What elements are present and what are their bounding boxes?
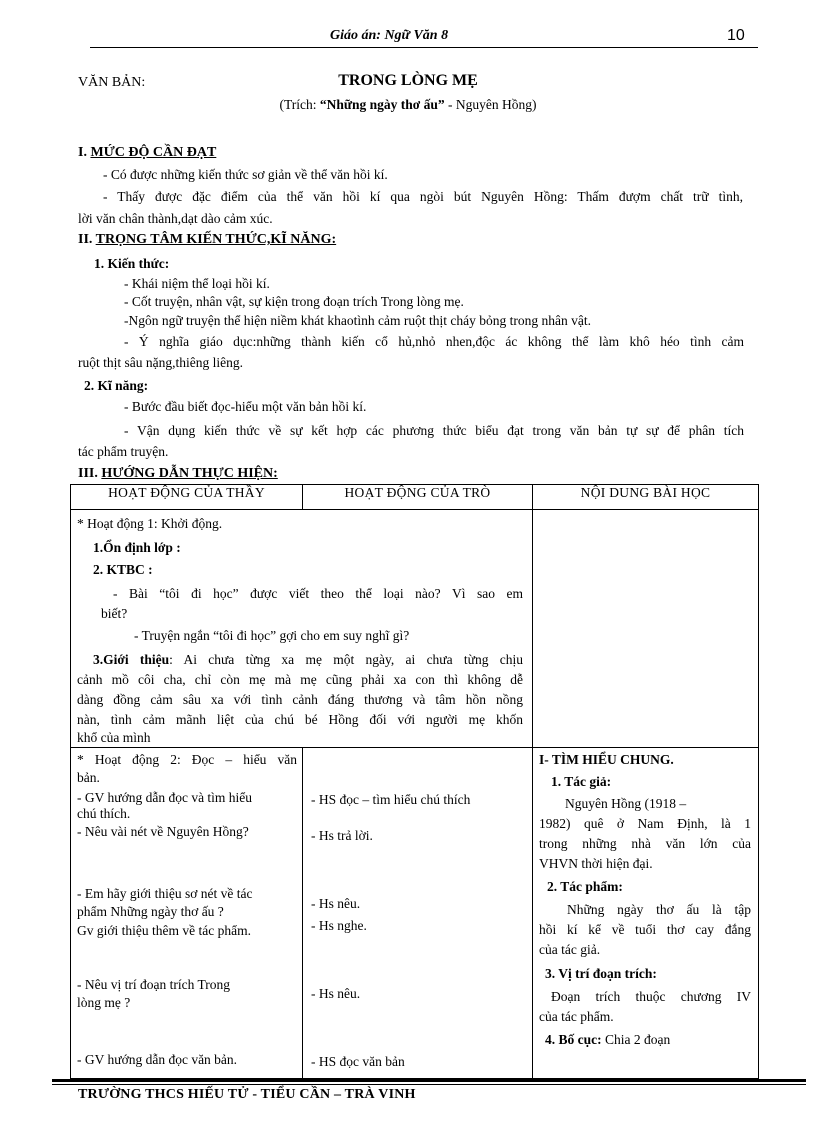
teacher-step: - GV hướng dẫn đọc văn bản. [77, 1052, 238, 1067]
section-1-heading [78, 145, 216, 161]
column-header-content: NỘI DUNG BÀI HỌC [533, 485, 759, 510]
warmup-content-cell [533, 510, 759, 748]
teacher-step: - Nêu vài nét về Nguyên Hồng? [77, 824, 249, 839]
column-header-teacher: HOẠT ĐỘNG CỦA THẦY [71, 485, 303, 510]
student-activity-cell [303, 748, 533, 1079]
teacher-step: lòng mẹ ? [77, 995, 131, 1010]
footer-rule-thick [52, 1079, 806, 1082]
student-step: - Hs nêu. [311, 896, 361, 911]
section-1-line: - Thấy được đặc điểm của thể văn hồi kí qua ngòi bút Nguyên Hồng: Thấm đượm chất trữ tình, [103, 189, 743, 204]
teacher-step: Gv giới thiệu thêm về tác phẩm. [77, 923, 251, 938]
section-2-heading [78, 232, 336, 248]
section-1-line: - Có được những kiến thức sơ giản về thể văn hồi kí. [103, 167, 388, 182]
teacher-step: phẩm Những ngày thơ ấu ? [77, 904, 224, 919]
teacher-activity-cell [71, 748, 303, 1079]
subtitle-prefix: (Trích: [279, 97, 317, 112]
table-row [71, 510, 759, 748]
section-3-title: HƯỚNG DẪN THỰC HIỆN: [101, 466, 278, 481]
layout-heading: 4. Bố cục: [545, 1032, 602, 1047]
author-text: Nguyên Hồng (1918 – [565, 796, 687, 811]
review-label: 2. KTBC : [93, 562, 153, 577]
review-question: - Bài “tôi đi học” được viết theo thể loại nào? Vì sao em [113, 586, 523, 601]
introduction-text: : Ai chưa từng xa mẹ một ngày, ai chưa từng chịu [169, 652, 523, 667]
teacher-step: - GV hướng dẫn đọc và tìm hiểu [77, 790, 253, 805]
layout-line [545, 1032, 670, 1048]
activity-2-label: * Hoạt động 2: Đọc – hiểu văn [77, 752, 297, 767]
section-3-number: III. [78, 466, 98, 481]
knowledge-line: ruột thịt sâu nặng,thiêng liêng. [78, 355, 243, 370]
skills-line: - Bước đầu biết đọc-hiểu một văn bản hồi kí. [124, 399, 367, 414]
introduction-line: khổ của mình [77, 730, 151, 745]
content-heading: I- TÌM HIỂU CHUNG. [539, 752, 674, 767]
introduction-line: dàng đồng cảm sâu xa với tình cảnh đáng thương và tâm hồn nồng [77, 692, 523, 707]
section-2-title: TRỌNG TÂM KIẾN THỨC,KĨ NĂNG: [95, 232, 337, 247]
introduction-line: nàn, tình cảm mãnh liệt của chú bé Hồng đối với người mẹ khốn [77, 712, 523, 727]
teacher-step: - Em hãy giới thiệu sơ nét về tác [77, 886, 253, 901]
lesson-title: TRONG LÒNG MẸ [338, 72, 478, 89]
lesson-content-cell [533, 748, 759, 1079]
activity-1-label: * Hoạt động 1: Khởi động. [77, 516, 223, 531]
author-text: VHVN thời hiện đại. [539, 856, 653, 871]
introduction-label: 3.Giới thiệu [93, 652, 170, 667]
skills-line: - Vận dụng kiến thức về sự kết hợp các phương thức biểu đạt trong văn bản tự sự để phân tích [124, 423, 744, 438]
table-row [71, 748, 759, 1079]
student-step: - Hs nêu. [311, 986, 361, 1001]
work-text: Những ngày thơ ấu là tập [567, 902, 751, 917]
skills-heading: 2. Kĩ năng: [84, 378, 149, 393]
section-1-title: MỨC ĐỘ CẦN ĐẠT [90, 145, 217, 160]
knowledge-line: - Cốt truyện, nhân vật, sự kiện trong đoạn trích Trong lòng mẹ. [124, 294, 464, 309]
section-1-number: I. [78, 145, 87, 160]
student-step: - HS đọc văn bản [311, 1054, 405, 1069]
student-step: - HS đọc – tìm hiểu chú thích [311, 792, 471, 807]
layout-text: Chia 2 đoạn [605, 1032, 671, 1047]
lesson-subtitle [0, 97, 816, 113]
work-heading: 2. Tác phẩm: [547, 879, 623, 894]
excerpt-position-heading: 3. Vị trí đoạn trích: [545, 966, 657, 981]
activity-2-label: bản. [77, 770, 100, 785]
section-2-number: II. [78, 232, 93, 247]
student-step: - Hs trả lời. [311, 828, 373, 843]
lesson-activity-table [70, 484, 759, 1079]
header-title: Giáo án: Ngữ Văn 8 [330, 28, 449, 43]
footer-rule-thin [52, 1084, 806, 1085]
author-text: 1982) quê ở Nam Định, là 1 [539, 816, 751, 831]
knowledge-line: -Ngôn ngữ truyện thể hiện niềm khát khaotình cảm ruột thịt cháy bỏng trong nhân vật. [124, 313, 591, 328]
author-heading: 1. Tác giả: [551, 774, 612, 789]
knowledge-line: - Ý nghĩa giáo dục:những thành kiến cổ hủ,nhỏ nhen,độc ác không thể làm khô héo tình cảm [124, 334, 744, 349]
excerpt-position-text: Đoạn trích thuộc chương IV [551, 989, 751, 1004]
column-header-student: HOẠT ĐỘNG CỦA TRÒ [303, 485, 533, 510]
knowledge-heading: 1. Kiến thức: [94, 256, 170, 271]
warmup-cell [71, 510, 533, 748]
introduction-line: cảnh mồ côi cha, chỉ còn mẹ mà mẹ cũng phải xa con thì không dễ [77, 672, 523, 687]
skills-line: tác phẩm truyện. [78, 444, 169, 459]
table-header-row [71, 485, 759, 510]
teacher-step: chú thích. [77, 806, 131, 821]
class-check-label: 1.Ổn định lớp : [93, 540, 181, 555]
subtitle-work: “Những ngày thơ ấu” [319, 97, 445, 112]
page-number: 10 [727, 27, 745, 44]
header-rule [90, 47, 758, 48]
work-text: của tác giả. [539, 942, 601, 957]
review-question: - Truyện ngắn “tôi đi học” gợi cho em suy nghĩ gì? [134, 628, 410, 643]
lesson-label: VĂN BẢN: [78, 75, 146, 90]
introduction-line [93, 652, 523, 668]
excerpt-position-text: của tác phẩm. [539, 1009, 614, 1024]
student-step: - Hs nghe. [311, 918, 367, 933]
knowledge-line: - Khái niệm thể loại hồi kí. [124, 276, 270, 291]
section-1-line: lời văn chân thành,dạt dào cảm xúc. [78, 211, 273, 226]
review-question: biết? [101, 606, 128, 621]
subtitle-author: - Nguyên Hồng) [448, 97, 537, 112]
footer-school-name: TRƯỜNG THCS HIẾU TỬ - TIỂU CẦN – TRÀ VINH [78, 1087, 416, 1102]
work-text: hồi kí kể về tuổi thơ cay đắng [539, 922, 751, 937]
section-3-heading [78, 466, 278, 482]
author-text: trong những nhà văn lớn của [539, 836, 751, 851]
teacher-step: - Nêu vị trí đoạn trích Trong [77, 977, 230, 992]
